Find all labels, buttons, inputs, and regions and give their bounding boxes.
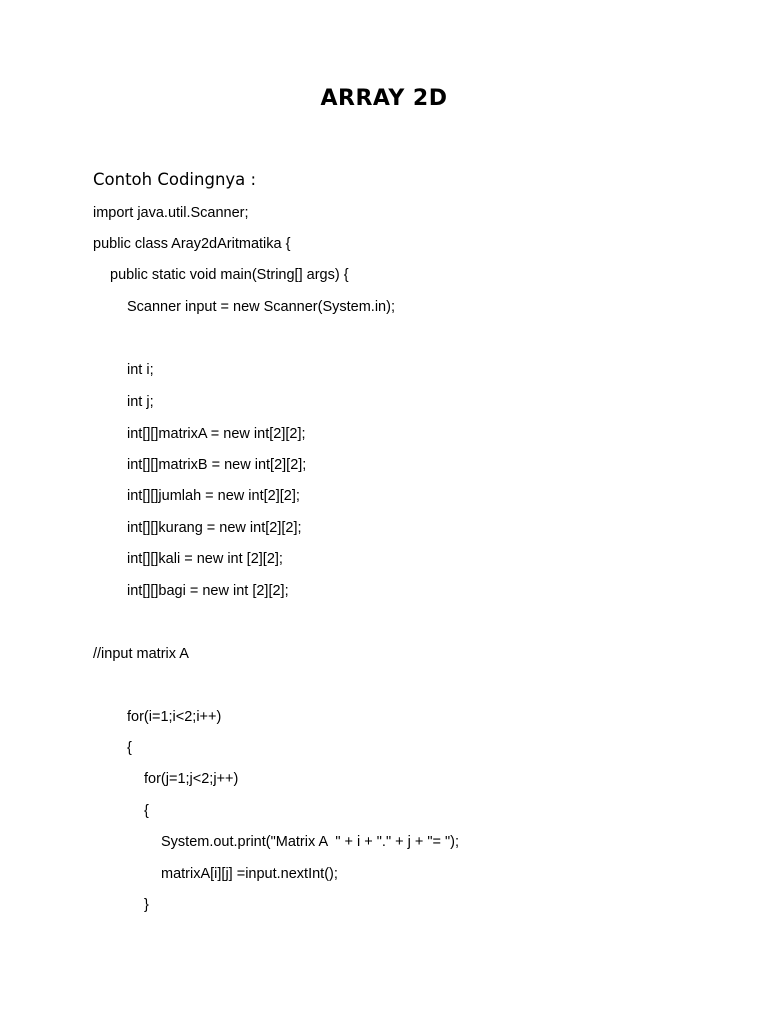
document-title: ARRAY 2D	[320, 86, 448, 111]
code-line: }	[144, 897, 149, 913]
code-comment: //input matrix A	[93, 646, 189, 662]
code-line: {	[144, 803, 149, 819]
code-line: import java.util.Scanner;	[93, 205, 249, 221]
code-line: int j;	[127, 394, 154, 410]
code-line: int i;	[127, 362, 154, 378]
section-heading: Contoh Codingnya :	[93, 170, 257, 189]
code-line: System.out.print("Matrix A " + i + "." + j + "= ");	[161, 834, 460, 850]
code-line: int[][]kurang = new int[2][2];	[127, 520, 302, 536]
code-line: int[][]matrixB = new int[2][2];	[127, 457, 307, 473]
code-line: for(i=1;i<2;i++)	[127, 709, 222, 725]
code-line: matrixA[i][j] =input.nextInt();	[161, 866, 338, 882]
code-line: for(j=1;j<2;j++)	[144, 771, 239, 787]
code-line: int[][]kali = new int [2][2];	[127, 551, 283, 567]
code-line: int[][]bagi = new int [2][2];	[127, 583, 289, 599]
code-line: int[][]matrixA = new int[2][2];	[127, 426, 306, 442]
code-line: public class Aray2dAritmatika {	[93, 236, 291, 252]
code-line: public static void main(String[] args) {	[110, 267, 349, 283]
code-line: int[][]jumlah = new int[2][2];	[127, 488, 300, 504]
code-line: {	[127, 740, 132, 756]
code-line: Scanner input = new Scanner(System.in);	[127, 299, 395, 315]
